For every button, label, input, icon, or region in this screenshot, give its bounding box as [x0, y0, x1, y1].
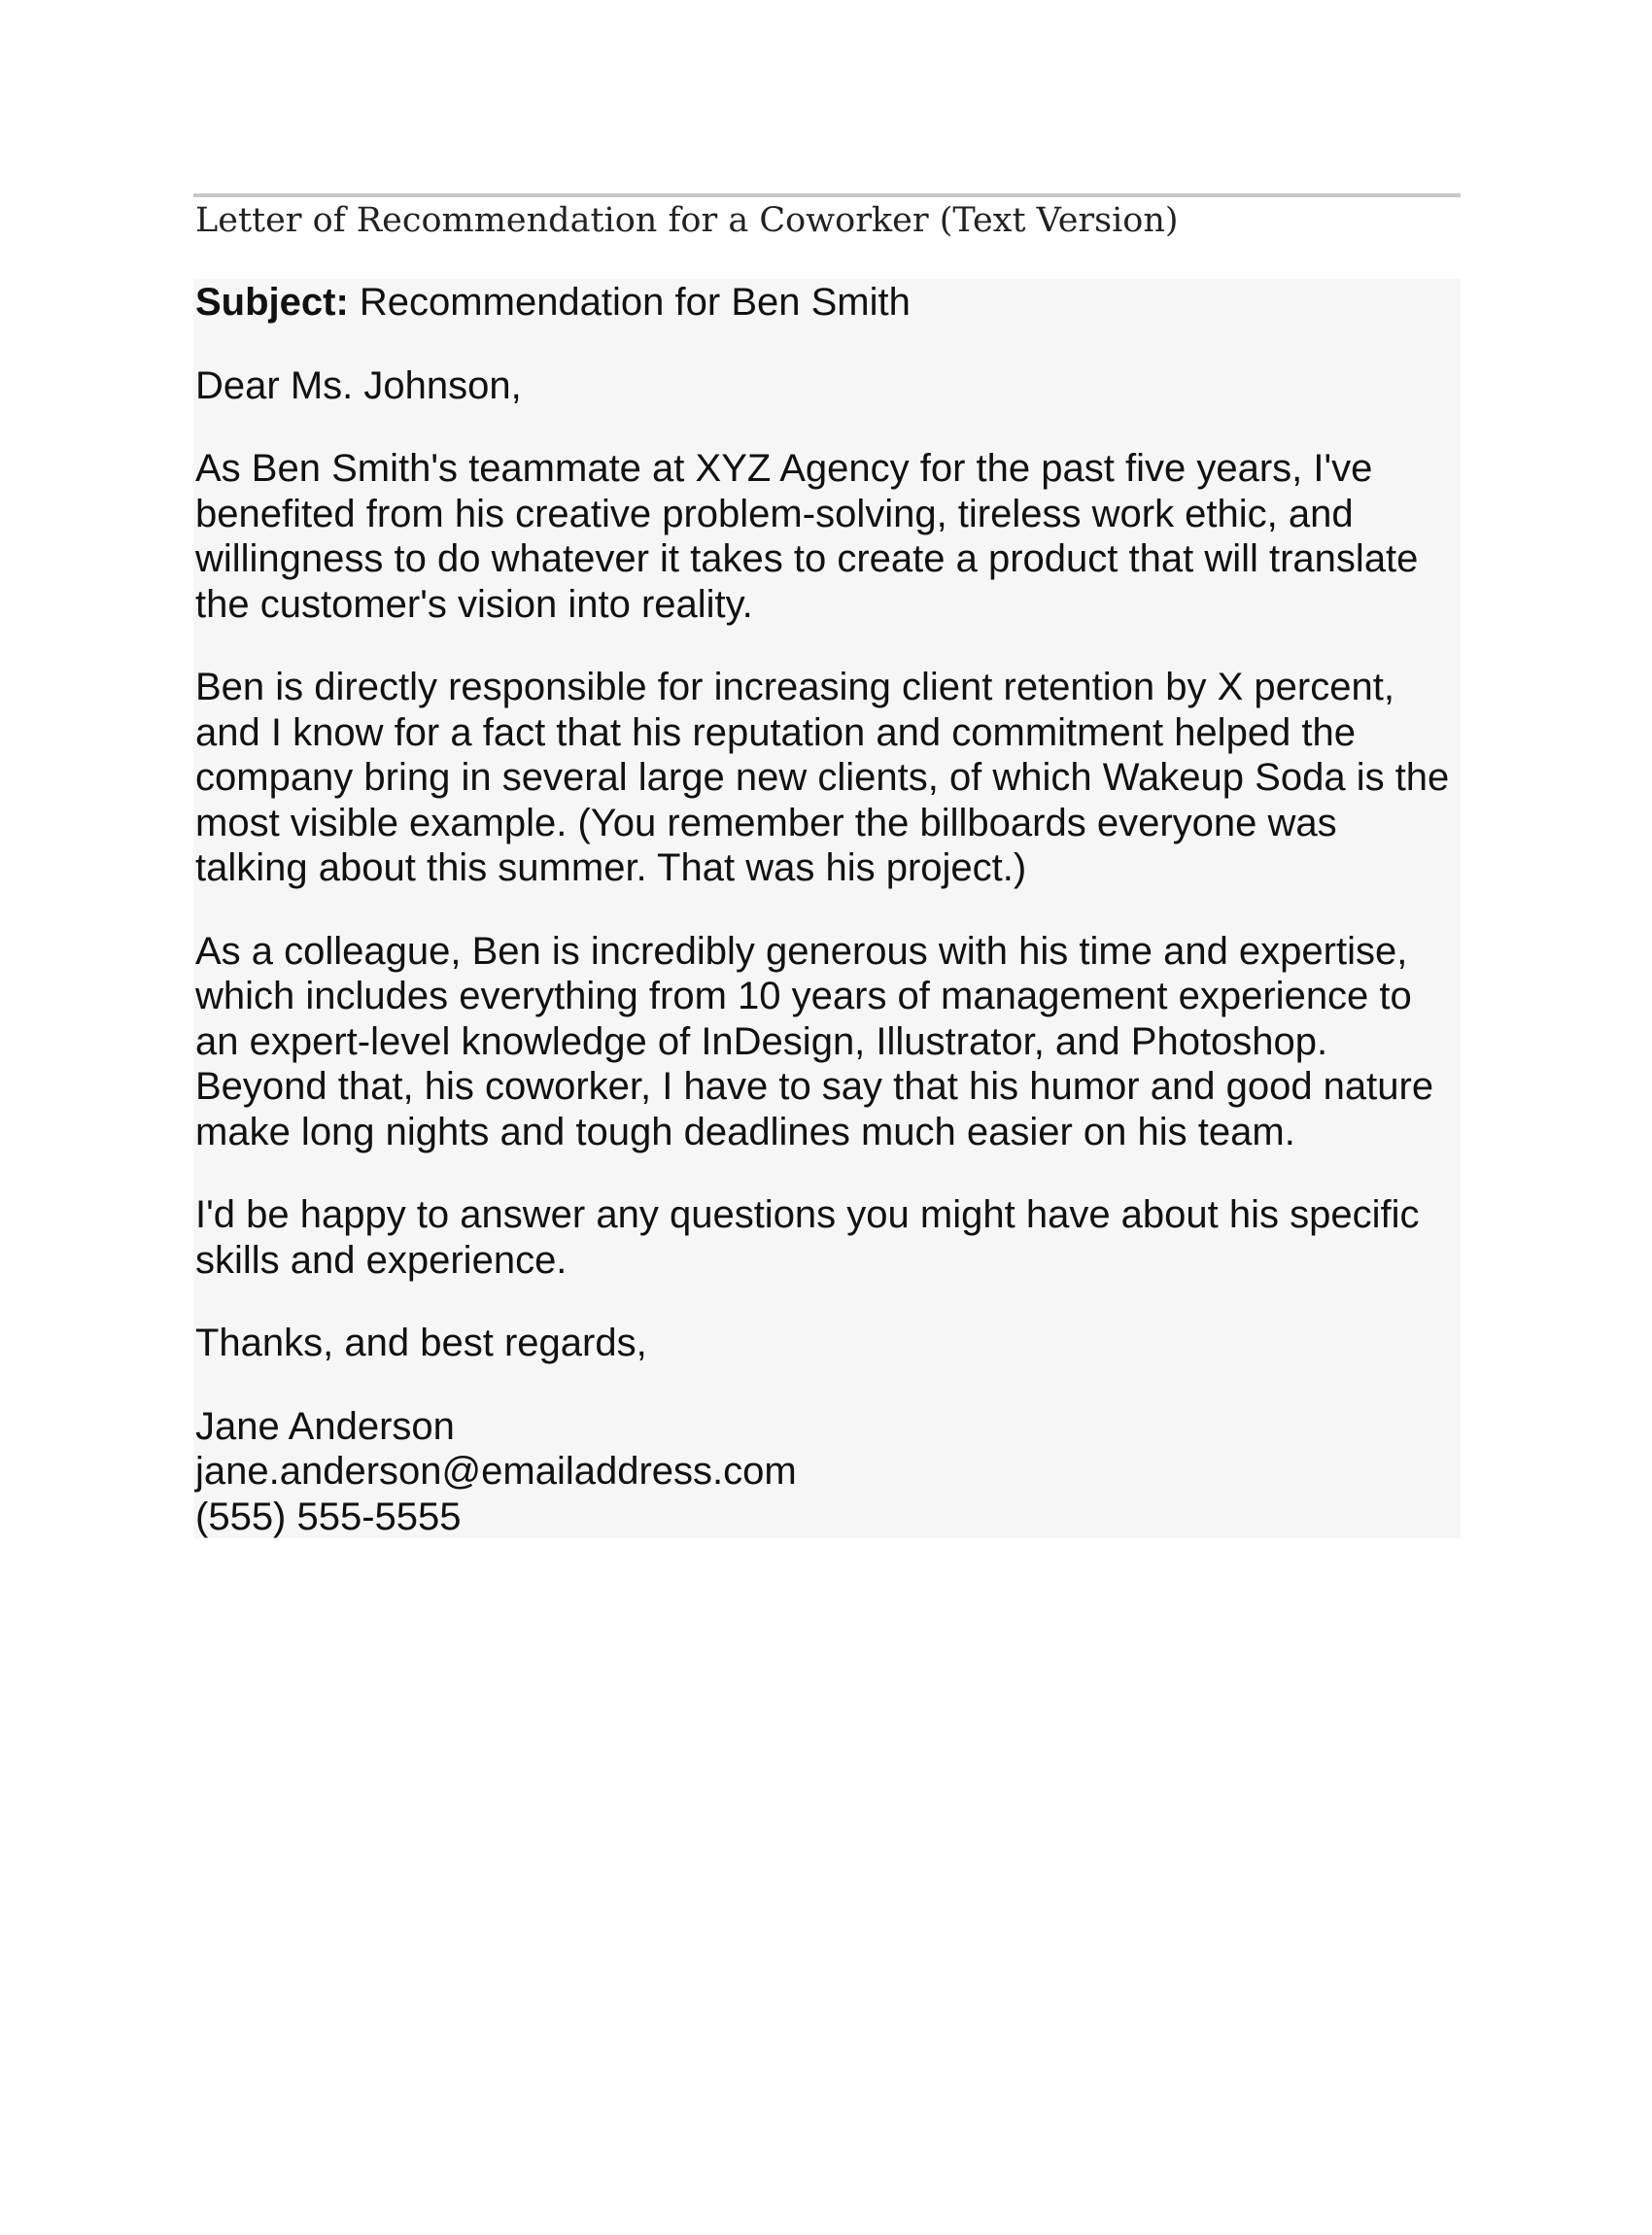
closing: Thanks, and best regards,	[195, 1322, 647, 1364]
document-heading: Letter of Recommendation for a Coworker (Text Version)	[195, 201, 1179, 240]
paragraph-achievements: Ben is directly responsible for increasing client retention by X percent, and I know for a fact that his reputation and commitment helped the company bring in several large new clients, of which Wakeup Soda is the most visible example. (You remember the billboards everyone was talking about this summer. That was his project.)	[195, 666, 1450, 889]
salutation: Dear Ms. Johnson,	[195, 363, 522, 407]
signature-email: jane.anderson@emailaddress.com	[195, 1450, 797, 1493]
subject-text: Recommendation for Ben Smith	[359, 281, 911, 324]
subject-label: Subject:	[195, 281, 349, 324]
paragraph-intro: As Ben Smith's teammate at XYZ Agency for the past five years, I've benefited from his creative problem-solving, tireless work ethic, and willingness to do whatever it takes to create a product that will translate the customer's vision into reality.	[195, 447, 1419, 626]
signature-name: Jane Anderson	[195, 1404, 455, 1448]
paragraph-offer: I'd be happy to answer any questions you might have about his specific skills and experience.	[195, 1193, 1420, 1282]
signature-phone: (555) 555-5555	[195, 1495, 462, 1538]
subject-line	[195, 280, 1459, 326]
paragraph-colleague: As a colleague, Ben is incredibly generous with his time and expertise, which includes everything from 10 years of management experience to an expert-level knowledge of InDesign, Illustrator, and Photoshop. Beyond that, his coworker, I have to say that his humor and good nature make long nights and tough deadlines much easier on his team.	[195, 929, 1434, 1153]
signature-block	[195, 1404, 1459, 1540]
letter-body	[195, 280, 1459, 1539]
